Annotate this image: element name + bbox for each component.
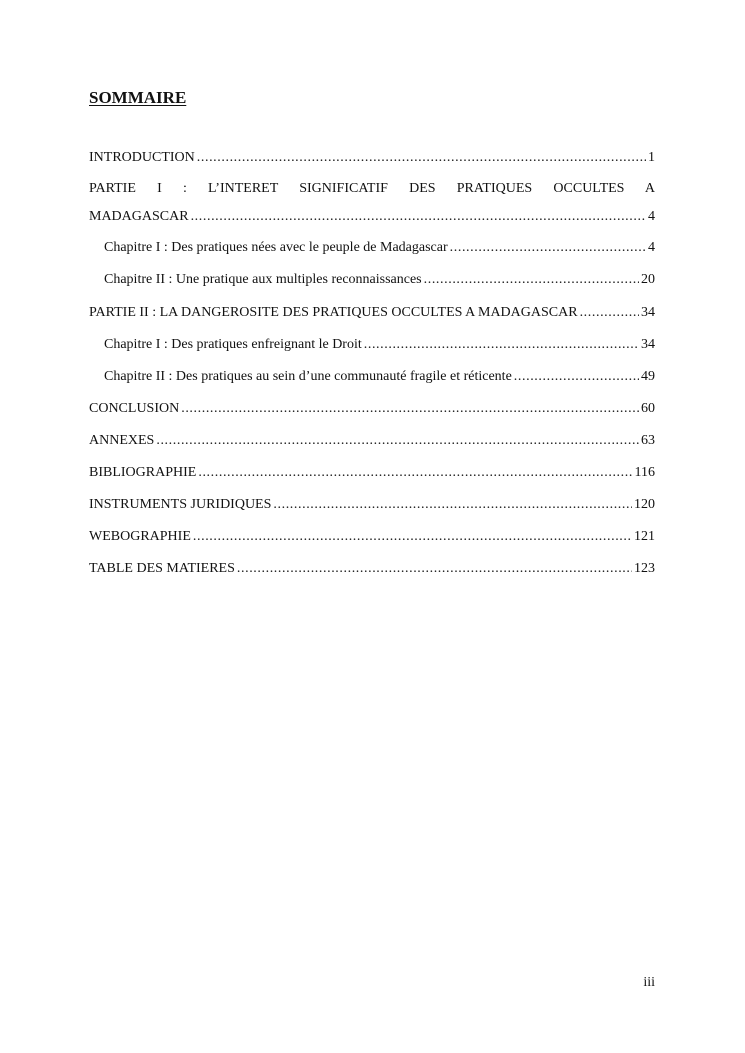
dot-leader bbox=[580, 304, 639, 322]
toc-page: 34 bbox=[641, 337, 655, 352]
toc-page: 116 bbox=[634, 465, 655, 480]
toc-page: 123 bbox=[634, 561, 655, 576]
toc-entry[interactable] bbox=[89, 208, 655, 226]
toc-page: 121 bbox=[634, 529, 655, 544]
toc-entry[interactable] bbox=[89, 432, 655, 450]
toc-label: CONCLUSION bbox=[89, 401, 180, 416]
dot-leader bbox=[181, 400, 639, 418]
toc-page: 4 bbox=[648, 240, 655, 255]
toc-entry[interactable] bbox=[89, 304, 655, 322]
dot-leader bbox=[450, 239, 646, 257]
dot-leader bbox=[197, 149, 646, 167]
toc-label: ANNEXES bbox=[89, 433, 155, 448]
toc-entry[interactable] bbox=[89, 400, 655, 418]
toc-label: Chapitre II : Des pratiques au sein d’une communauté fragile et réticente bbox=[104, 369, 512, 384]
toc-label: Chapitre I : Des pratiques nées avec le peuple de Madagascar bbox=[104, 240, 448, 255]
page-title: SOMMAIRE bbox=[89, 88, 187, 107]
page-number: iii bbox=[643, 975, 655, 990]
toc-label: PARTIE II : LA DANGEROSITE DES PRATIQUES OCCULTES A MADAGASCAR bbox=[89, 305, 578, 320]
toc-entry[interactable] bbox=[104, 271, 655, 289]
toc-page: 49 bbox=[641, 369, 655, 384]
toc-label: Chapitre II : Une pratique aux multiples reconnaissances bbox=[104, 272, 422, 287]
dot-leader bbox=[191, 208, 646, 226]
toc-label: WEBOGRAPHIE bbox=[89, 529, 191, 544]
toc-label: BIBLIOGRAPHIE bbox=[89, 465, 197, 480]
toc-entry[interactable] bbox=[104, 368, 655, 386]
dot-leader bbox=[237, 560, 632, 578]
toc-page: 1 bbox=[648, 150, 655, 165]
dot-leader bbox=[193, 528, 632, 546]
toc-entry[interactable] bbox=[89, 464, 655, 482]
toc-entry[interactable] bbox=[89, 528, 655, 546]
dot-leader bbox=[424, 271, 639, 289]
toc-label: INTRODUCTION bbox=[89, 150, 195, 165]
toc-page: 63 bbox=[641, 433, 655, 448]
toc-entry[interactable] bbox=[89, 560, 655, 578]
toc-page: 20 bbox=[641, 272, 655, 287]
toc-label: MADAGASCAR bbox=[89, 209, 189, 224]
dot-leader bbox=[514, 368, 639, 386]
dot-leader bbox=[156, 432, 639, 450]
toc-label: Chapitre I : Des pratiques enfreignant le Droit bbox=[104, 337, 362, 352]
dot-leader bbox=[364, 336, 639, 354]
toc-entry[interactable] bbox=[89, 149, 655, 167]
toc-page: 4 bbox=[648, 209, 655, 224]
toc-page: 60 bbox=[641, 401, 655, 416]
toc-entry[interactable] bbox=[104, 336, 655, 354]
toc-label-line: PARTIE I : L’INTERET SIGNIFICATIF DES PRATIQUES OCCULTES A bbox=[89, 181, 655, 196]
toc-entry[interactable] bbox=[104, 239, 655, 257]
dot-leader bbox=[273, 496, 632, 514]
toc-page: 120 bbox=[634, 497, 655, 512]
toc-label: INSTRUMENTS JURIDIQUES bbox=[89, 497, 272, 512]
dot-leader bbox=[198, 464, 632, 482]
toc-page: 34 bbox=[641, 305, 655, 320]
toc-entry[interactable] bbox=[89, 496, 655, 514]
toc-label: TABLE DES MATIERES bbox=[89, 561, 235, 576]
